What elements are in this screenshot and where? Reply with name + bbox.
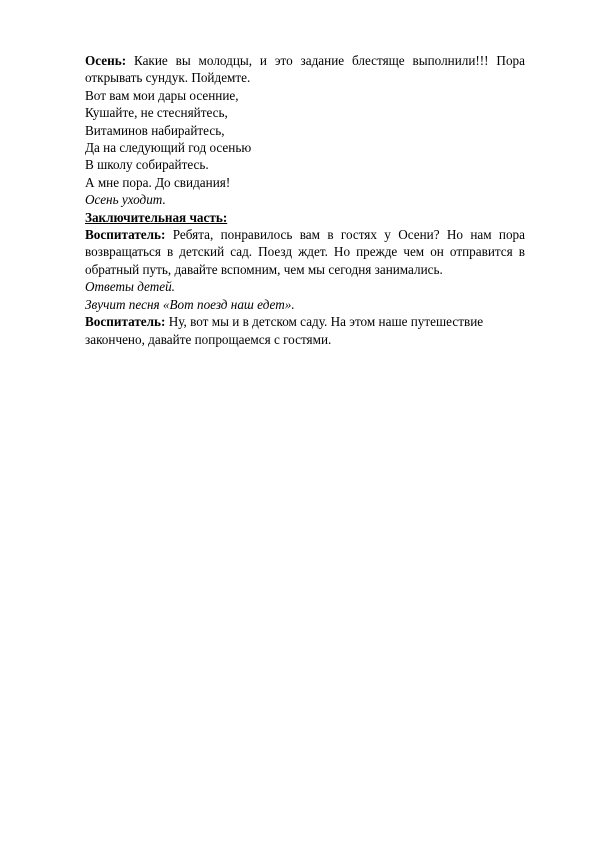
autumn-speech-text: Какие вы молодцы, и это задание блестяще выполнили!!! Пора открывать сундук. Пойдемте. <box>85 53 525 86</box>
speaker-teacher: Воспитатель: <box>85 227 166 243</box>
section-heading-final-part: Заключительная часть: <box>85 209 228 225</box>
teacher-speech-2-text: Ну, вот мы и в детском саду. На этом наше путешествие закончено, давайте попрощаемся с гостями. <box>85 314 484 347</box>
teacher-speech-1 <box>85 226 525 278</box>
poem-line-6: А мне пора. До свидания! <box>85 174 231 190</box>
speaker-autumn: Осень: <box>85 53 127 68</box>
poem-line-3: Витаминов набирайтесь, <box>85 122 225 138</box>
stage-direction-autumn-leaves: Осень уходит. <box>85 192 166 208</box>
poem-line-4: Да на следующий год осенью <box>85 140 252 156</box>
teacher-speech-1-text: Ребята, понравилось вам в гостях у Осени? Но нам пора возвращаться в детский сад. Поезд ждет. Но прежде чем он отправится в обратный путь, давайте вспомним, чем мы сегодня занимались. <box>85 227 525 277</box>
poem-line-5: В школу собирайтесь. <box>85 157 209 173</box>
autumn-speech <box>85 52 525 87</box>
poem-line-2: Кушайте, не стесняйтесь, <box>85 105 228 121</box>
poem-line-1: Вот вам мои дары осенние, <box>85 87 239 103</box>
document-page <box>85 52 525 348</box>
speaker-teacher: Воспитатель: <box>85 314 166 330</box>
stage-direction-children-answers: Ответы детей. <box>85 279 175 295</box>
teacher-speech-2 <box>85 313 525 348</box>
stage-direction-song: Звучит песня «Вот поезд наш едет». <box>85 296 295 312</box>
